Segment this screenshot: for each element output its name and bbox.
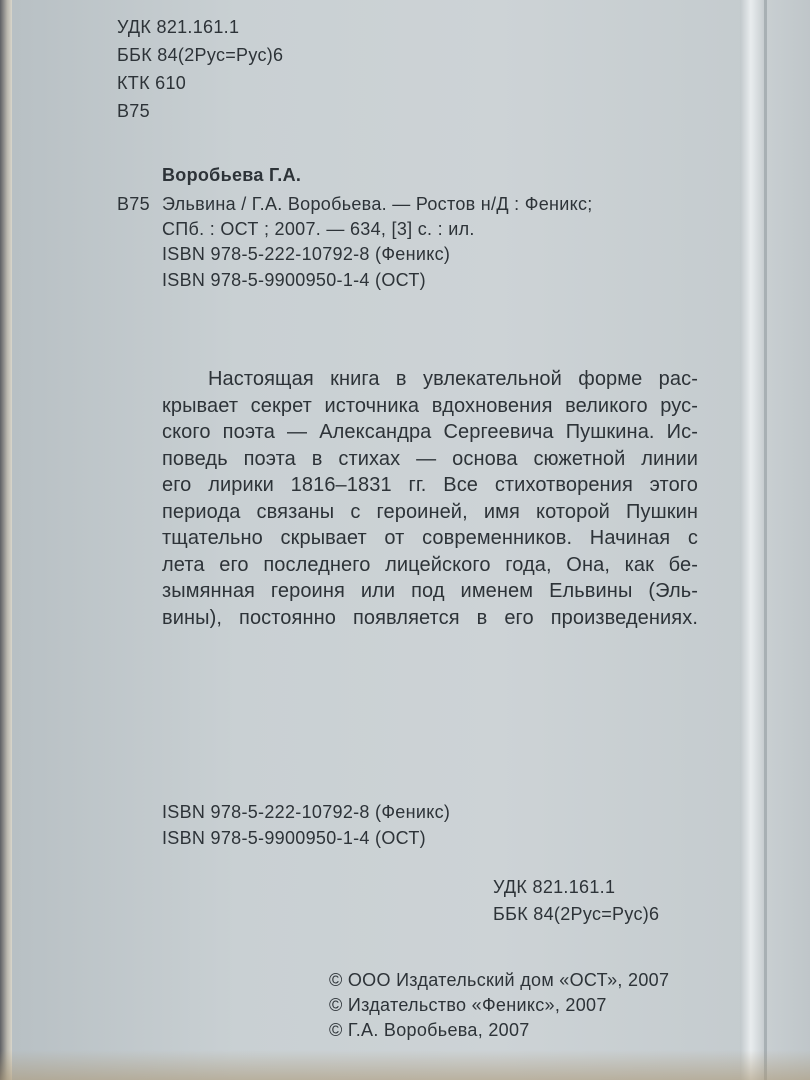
record-isbn-feniks: ISBN 978-5-222-10792-8 (Феникс) [162,244,451,264]
bottom-bbk-code: ББК 84(2Рус=Рус)6 [493,904,660,924]
record-isbn-ost: ISBN 978-5-9900950-1-4 (ОСТ) [162,270,426,290]
author-mark: В75 [117,101,150,121]
annotation-line: Настоящая книга в увлекательной форме рас- [208,368,698,390]
page-gutter [740,0,764,1080]
copyright-ost: © ООО Издательский дом «ОСТ», 2007 [329,970,670,990]
record-title-line: Эльвина / Г.А. Воробьева. — Ростов н/Д : Феникс; [162,194,593,214]
table-shadow [0,1050,810,1080]
annotation-line: его лирики 1816–1831 гг. Все стихотворения этого [162,474,698,496]
bottom-udk-code: УДК 821.161.1 [493,877,616,897]
book-cover-edge [0,0,12,1080]
annotation-paragraph [162,366,698,631]
annotation-line: ского поэта — Александра Сергеевича Пушкина. Ис- [162,421,698,443]
annotation-line: периода связаны с героиней, имя которой Пушкин [162,500,698,523]
record-author-mark: В75 [117,194,150,214]
copyright-author: © Г.А. Воробьева, 2007 [329,1020,530,1040]
annotation-line: тщательно скрывает от современников. Начиная с [162,527,698,549]
annotation-line: зымянная героиня или под именем Ельвины (Эль- [162,580,698,602]
bbk-code: ББК 84(2Рус=Рус)6 [117,45,284,65]
bottom-isbn-ost: ISBN 978-5-9900950-1-4 (ОСТ) [162,828,426,848]
udk-code: УДК 821.161.1 [117,17,240,37]
annotation-line: крывает секрет источника вдохновения великого рус- [162,394,698,417]
bottom-isbn-feniks: ISBN 978-5-222-10792-8 (Феникс) [162,802,451,822]
record-publication-line: СПб. : ОСТ ; 2007. — 634, [3] с. : ил. [162,219,475,239]
annotation-line: вины), постоянно появляется в его произведениях. [162,606,698,629]
record-author: Воробьева Г.А. [162,165,302,185]
annotation-line: лета его последнего лицейского года, Она, как бе- [162,553,698,576]
next-page-edge [764,0,810,1080]
annotation-line: поведь поэта в стихах — основа сюжетной линии [162,447,698,470]
copyright-feniks: © Издательство «Феникс», 2007 [329,995,607,1015]
ktk-code: КТК 610 [117,73,187,93]
